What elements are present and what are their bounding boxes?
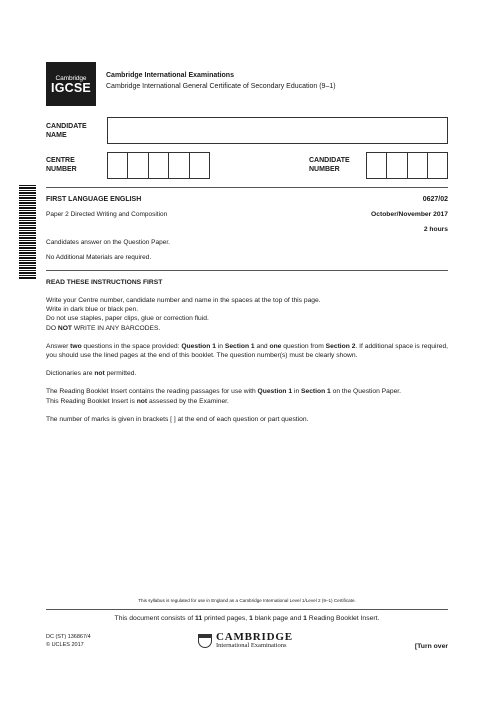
- paper-code: 0627/02: [422, 196, 448, 203]
- cambridge-logo: [198, 632, 293, 650]
- crest-icon: [198, 634, 212, 648]
- instructions-paragraph: Dictionaries are not permitted.: [46, 370, 137, 378]
- candidate-number-label: CANDIDATE NUMBER: [309, 157, 350, 173]
- candidate-name-field[interactable]: [107, 117, 448, 144]
- exam-board-title: Cambridge International Examinations: [106, 72, 234, 79]
- cambridge-wordmark: CAMBRIDGE: [216, 631, 293, 643]
- copyright: © UCLES 2017: [46, 642, 84, 648]
- document-reference: DC (ST) 136867/4: [46, 634, 91, 640]
- candidate-number-field[interactable]: [366, 152, 448, 179]
- instructions-paragraph: The number of marks is given in brackets [ ] at the end of each question or part question.: [46, 415, 309, 423]
- instructions-paragraph: The Reading Booklet Insert contains the reading passages for use with Question 1 in Section 1 on the Question Paper. This Reading Booklet Insert is not assessed by the Examiner.: [46, 388, 402, 405]
- exam-session: October/November 2017: [371, 211, 448, 218]
- logo-igcse-text: IGCSE: [51, 81, 91, 95]
- divider: [46, 270, 448, 271]
- divider: [46, 187, 448, 188]
- qualification-subtitle: Cambridge International General Certificate of Secondary Education (9–1): [106, 83, 336, 90]
- materials-note: No Additional Materials are required.: [46, 254, 152, 261]
- regulation-note: This syllabus is regulated for use in England as a Cambridge International Level 1/Level 2 (9–1) Certificate.: [138, 598, 356, 603]
- logo-cambridge-text: Cambridge: [55, 75, 87, 82]
- instructions-paragraph: Write your Centre number, candidate number and name in the spaces at the top of this page. Write in dark blue or black pen. Do not use staples, paper clips, glue or correction fluid. DO NOT WRITE IN ANY BARCODES.: [46, 297, 321, 332]
- divider: [46, 609, 448, 610]
- instructions-paragraph: Answer two questions in the space provided: Question 1 in Section 1 and one question from Section 2. If additional space is required, you should use the lined pages at the end of this booklet. The question number(s) must be clearly shown.: [46, 342, 449, 360]
- answer-note: Candidates answer on the Question Paper.: [46, 239, 170, 246]
- page-count-note: This document consists of 11 printed pages, 1 blank page and 1 Reading Booklet Insert.: [114, 615, 380, 622]
- centre-number-label: CENTRE NUMBER: [46, 157, 77, 173]
- cambridge-wordmark-sub: International Examinations: [216, 642, 287, 649]
- instructions-heading: READ THESE INSTRUCTIONS FIRST: [46, 279, 163, 286]
- centre-number-field[interactable]: [107, 152, 210, 179]
- paper-title: Paper 2 Directed Writing and Composition: [46, 211, 168, 218]
- igcse-logo: [46, 62, 96, 106]
- candidate-name-label: CANDIDATE NAME: [46, 123, 87, 139]
- instructions-body: [46, 296, 448, 433]
- exam-duration: 2 hours: [423, 226, 448, 233]
- subject-title: FIRST LANGUAGE ENGLISH: [46, 196, 142, 203]
- barcode: [19, 185, 36, 280]
- turn-over: [Turn over: [414, 643, 448, 650]
